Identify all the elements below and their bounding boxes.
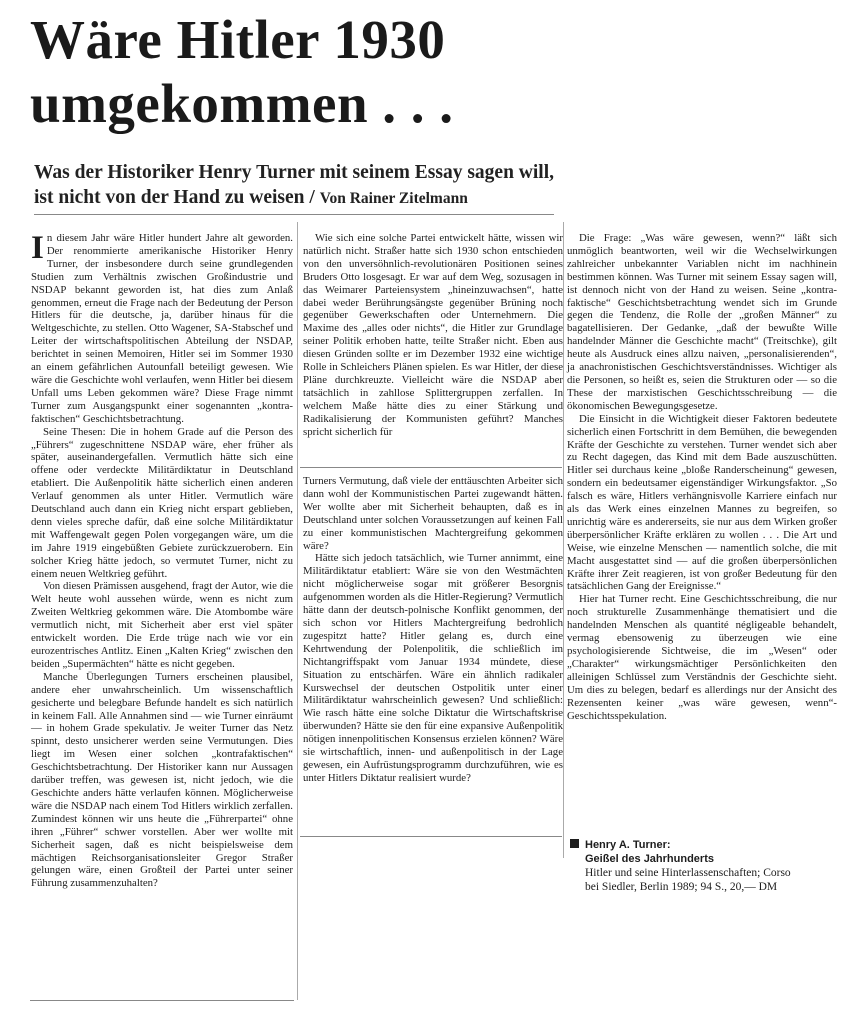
column-1-end-rule (30, 1000, 294, 1001)
paragraph: Hätte sich jedoch tatsächlich, wie Turner annimmt, eine Militärdiktatur etabliert: Wäre sie von den Westmächten nicht möglicherweise sogar mit größerer Besorgnis aufgenommen worden als die Hitler-Regierung? Vermutlich hätte dann der deutsch-polnische Konflikt genommen, der sich schon vor Hitlers Machtergreifung bedrohlich zugespitzt hatte? Hitler gelang es, durch eine Kehrtwendung der Polenpolitik, die schließlich im Nichtangriffspakt vom Januar 1934 mündete, diese Situation zu entschärfen. Wäre ein ähnlich radikaler Kurswechsel der deutschen Ostpolitik unter einer Militärdiktatur wahrscheinlich gewesen? Und schließlich: Wie rasch hätte eine solche Diktatur die Wirtschaftskrise überwunden? Hätte sie den für eine expansive Außenpolitik nötigen innenpolitischen Konsensus erzielen können? Wäre sie wirtschaftlich, innen- und außenpolitisch in der Lage gewesen, ein Aufrüstungsprogramm durchzuführen, wie es unter Hitlers Diktatur realisiert wurde? (303, 552, 563, 784)
column-2-end-rule (300, 836, 562, 837)
paragraph: Die Frage: „Was wäre gewesen, wenn?“ läßt sich unmöglich beantworten, weil wir die Wechselwirkungen zahlreicher unbekannter Variablen nicht im nachhinein bestimmen können. Was Turner mit seinem Essay sagen will, ist dennoch nicht von der Hand zu weisen. Seine „kontra-faktische“ Geschichtsbetrachtung wendet sich im Grunde gegen die Tendenz, die Rolle der „großen Männer“ zu bagatellisieren. Der Gedanke, „daß der bewußte Wille handelnder Männer die Geschichte macht“ (Treitschke), gilt heute als Ausdruck eines allzu naiven, „personalisierenden“, ja anachronistischen Geschichtsverständnisses. Wichtiger als die Personen, so heißt es, seien die Strukturen oder — so die These der marxistischen Geschichtsschreibung — die ökonomischen Bewegungsgesetze. (567, 232, 837, 412)
article-column-3 (567, 232, 837, 722)
deck-text: Was der Historiker Henry Turner mit seinem Essay sagen will, ist nicht von der Hand zu weisen / (34, 162, 555, 208)
paragraph: Seine Thesen: Die in hohem Grade auf die Person des „Führers“ zugeschnittene NSDAP wäre, eher früher als später, auseinandergefallen. Vermutlich hätte sich eine offene oder verdeckte Militärdiktatur in Deutschland etabliert. Die Außenpolitik hätte sicherlich einen anderen Verlauf genommen als unter Hitler. Vermutlich wäre Deutschland auch dann ein Krieg nicht erspart geblieben, denn vieles spreche dafür, daß eine solche Militärdiktatur mit Waffengewalt gegen Polen vorgegangen wäre, um die im Jahre 1919 eingebüßten Gebiete zurückzuerobern. Ein solcher Krieg hätte jedoch, so vermutet Turner, nicht zu einem neuen Weltkrieg geführt. (31, 425, 293, 580)
column-divider-1 (297, 222, 298, 1000)
article-deck (34, 160, 574, 211)
article-column-2-top (303, 232, 563, 439)
byline: Von Rainer Zitelmann (319, 190, 468, 207)
paragraph: Die Einsicht in die Wichtigkeit dieser Faktoren bedeutete sicherlich einen Fortschritt in dem Bemühen, die bewegenden Kräfte der Geschichte zu verstehen. Turner wendet sich aber zu Recht dagegen, das Kind mit dem Bade auszuschütten. Hitler sei durchaus keine „bloße Randerscheinung“ gewesen, sondern ein bedeutsamer eigenständiger Wirkungsfaktor. „So falsch es wäre, Hitlers verhängnisvolle Karriere einfach nur als das Werk eines einzelnen Mannes zu begreifen, so unrichtig wäre es andererseits, sie nur aus dem Wirken großer überpersönlicher Kräfte erklären zu wollen . . . Die Art und Weise, wie einzelne Menschen — namentlich solche, die mit Macht ausgestattet sind — auf die großen überpersönlichen Kräfte ihrer Zeit reagieren, ist von großer Bedeutung für den tatsächlichen Gang der Ereignisse.“ (567, 412, 837, 593)
paragraph: Von diesen Prämissen ausgehend, fragt der Autor, wie die Welt heute wohl aussehen würde, wenn es nicht zum Zweiten Weltkrieg gekommen wäre. Die Atombombe wäre vermutlich nicht, mit Sicherheit aber erst viel später entwickelt worden. Die Erde trüge nach wie vor ein eurozentrisches Antlitz. Einen „Kalten Krieg“ zwischen den beiden „Supermächten“ hätte es nicht gegeben. (31, 580, 293, 670)
drop-cap: I (31, 230, 44, 266)
paragraph: Turners Vermutung, daß viele der enttäuschten Arbeiter sich dann wohl der Kommunistischen Partei zugewandt hätten. Wer wollte aber mit Sicherheit behaupten, daß es in Deutschland unter solchen Voraussetzungen auf keinen Fall zu einer kommunistischen Machtergreifung gekommen wäre? (303, 475, 563, 552)
paragraph: Manche Überlegungen Turners erscheinen plausibel, andere eher unwahrscheinlich. Um wissenschaftlich gesicherte und belegbare Befunde handelt es sich natürlich in keinem Fall. Alle Annahmen sind — wie Turner einräumt — in hohem Grade spekulativ. Je weiter Turner das Netz spinnt, desto unsicherer werden seine Vermutungen. Dies liegt im Wesen einer solchen „kontrafaktischen“ Geschichtsbetrachtung. Der Historiker kann nur Aussagen darüber treffen, was gewesen ist, nicht jedoch, wie die Geschichte anders hätte verlaufen können. Möglicherweise wäre die NSDAP nach einem Tod Hitlers wirklich zerfallen. Zumindest können wir uns heute die „Führerpartei“ ohne ihren „Führer“ schwer vorstellen. Aber wer wollte mit Sicherheit sagen, daß es nicht beispielsweise dem mächtigen Reichsorganisationsleiter Gregor Straßer gelungen wäre, einen Großteil der Partei unter seiner Führung zusammenzuhalten? (31, 670, 293, 890)
article-column-1 (31, 232, 293, 890)
book-subtitle: Hitler und seine Hinterlassenschaften; Corso (585, 867, 791, 879)
paragraph: In diesem Jahr wäre Hitler hundert Jahre alt geworden. Der renommierte amerikanische Historiker Henry Turner, der insbesondere durch seine grundlegenden Studien zum Verhältnis zwischen Großindustrie und NSDAP bekannt geworden ist, hat dies zum Anlaß genommen, erneut die Frage nach der Bedeutung der Person Hitlers für die deutsche, ja, darüber hinaus für die Weltgeschichte, zu stellen. Otto Wagener, SA-Stabschef und Leiter der wirtschaftspolitischen Abteilung der NSDAP, berichtet in seinen Memoiren, Hitler sei im Sommer 1930 an einem gefährlichen Autounfall beteiligt gewesen. Wie wäre die Geschichte wohl verlaufen, wenn Hitler bei diesem Unfall ums Leben gekommen wäre? Diese Frage nimmt Turner zum Ausgangspunkt einer sogenannten „kontra-faktischen“ Geschichtsbetrachtung. (31, 230, 293, 425)
column-divider-2 (563, 222, 564, 858)
bullet-square-icon (570, 839, 579, 848)
book-reference (570, 838, 835, 894)
paragraph: Hier hat Turner recht. Eine Geschichtsschreibung, die nur noch strukturelle Zusammenhänge thematisiert und die handelnden Menschen als quantité négligeable behandelt, vermag ebensowenig zu überzeugen wie eine psychologisierende Sichtweise, die im „Wesen“ oder „Charakter“ wirkungsmächtiger Persönlichkeiten den alleinigen Schlüssel zum Verständnis der Geschichte sieht. Um dies zu belegen, bedarf es allerdings nur der Ansicht des Rezensenten keiner „was wäre gewesen, wenn“-Geschichtsspekulation. (567, 593, 837, 722)
article-headline (30, 8, 830, 136)
book-title: Geißel des Jahrhunderts (585, 853, 714, 865)
deck-rule (34, 214, 554, 215)
article-column-2-bottom (303, 475, 563, 785)
book-author: Henry A. Turner: (585, 839, 671, 851)
headline-line-1: Wäre Hitler 1930 (30, 9, 446, 70)
paragraph: Wie sich eine solche Partei entwickelt hätte, wissen wir natürlich nicht. Straßer hatte sich 1930 schon entschieden von den unversöhnlich-revolutionären Positionen seines Bruders Otto losgesagt. Er war auf dem Weg, sozusagen in das Weimarer Parteiensystem „hineinzuwachsen“, hatte dabei weder Berührungsängste gegenüber Brüning noch gegenüber Gewerkschaften oder Unternehmern. Die Maxime des „alles oder nichts“, die Hitler zur Grundlage seiner Politik erhoben hatte, teilte Straßer nicht. Eben aus diesen Gründen sollte er im Dezember 1932 eine wichtige Rolle in Schleichers Plänen spielen. Es war Hitler, der diese Pläne durchkreuzte. Vielleicht wäre die NSDAP aber tatsächlich in zahllose Splittergruppen zerfallen. In welchem Maße hätte dies zu einer Stärkung und Radikalisierung der Kommunisten geführt? Manches spricht sicherlich für (303, 232, 563, 438)
book-publisher: bei Siedler, Berlin 1989; 94 S., 20,— DM (585, 881, 778, 893)
headline-line-2: umgekommen . . . (30, 73, 454, 134)
column-2-break-rule (300, 467, 562, 468)
